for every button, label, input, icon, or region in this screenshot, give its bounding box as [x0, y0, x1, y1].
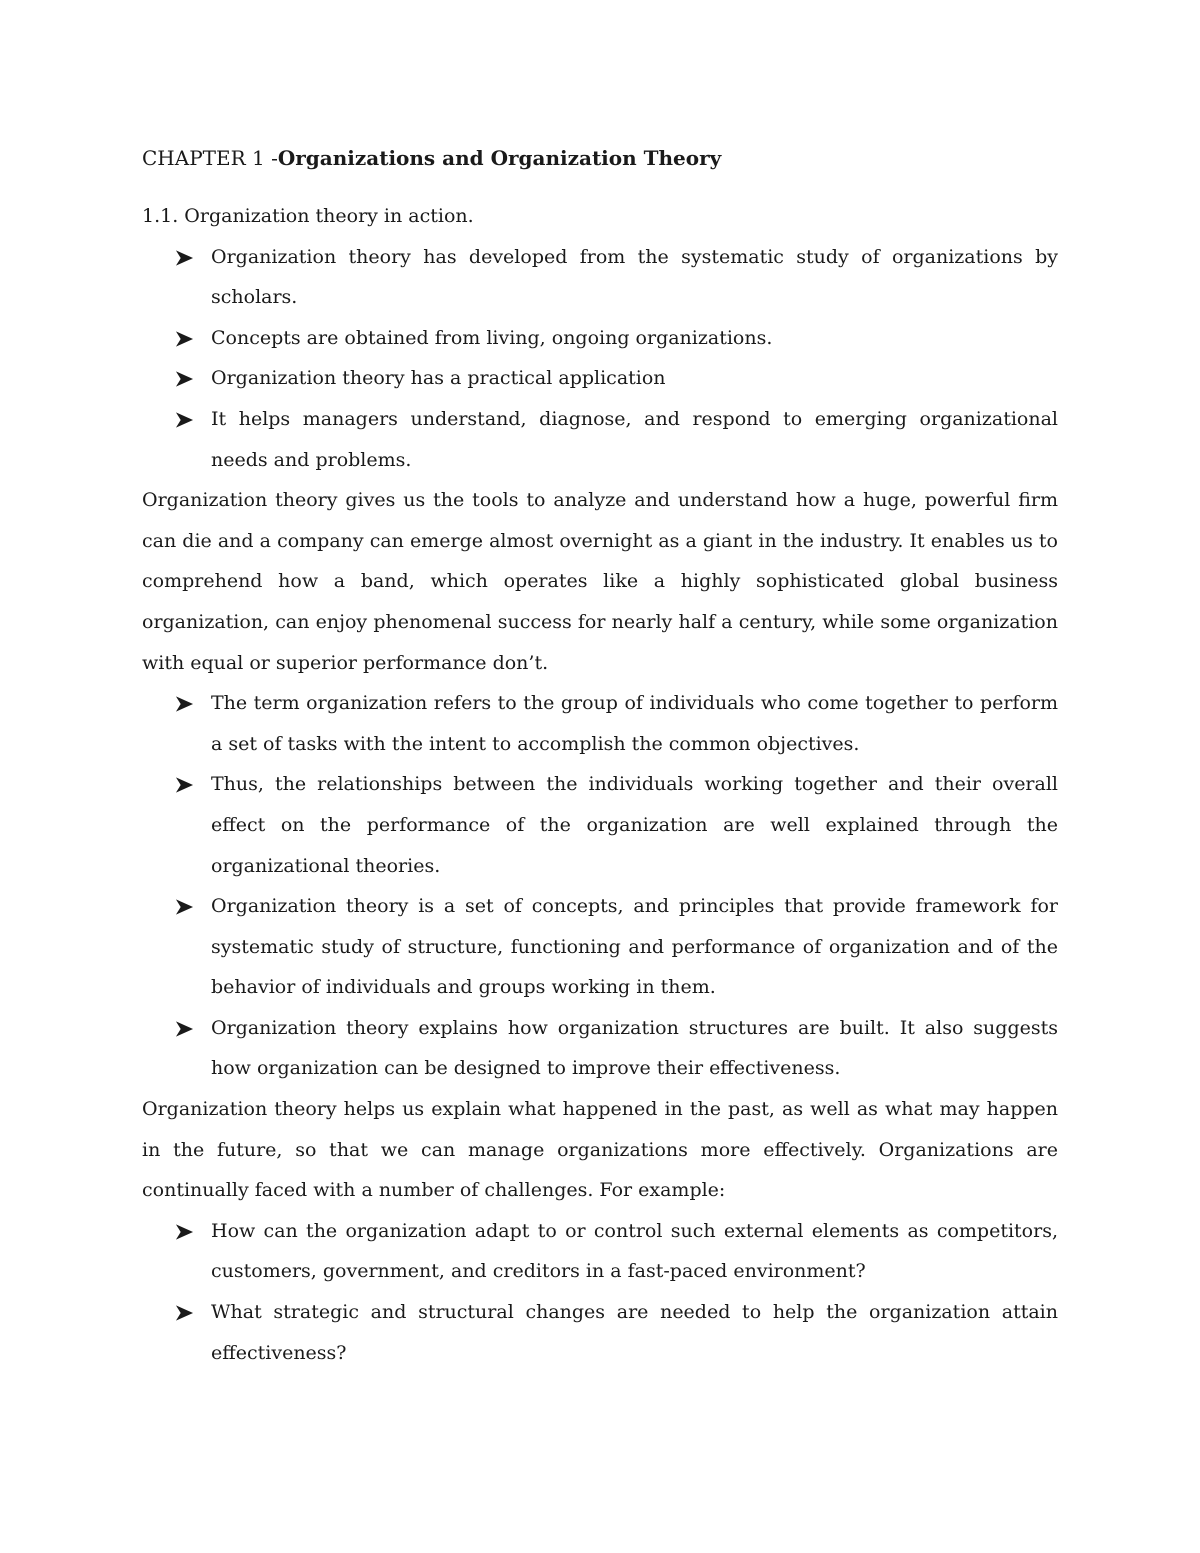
bullet-list-3 — [142, 1211, 1058, 1373]
list-item — [142, 237, 1058, 318]
arrowhead-bullet-icon — [175, 330, 194, 348]
bullet-text: Thus, the relationships between the individuals working together and their overall effect on the performance of the organization are well explained through the organizational theories. — [211, 773, 1058, 877]
bullet-list-1 — [142, 237, 1058, 481]
arrowhead-bullet-icon — [175, 370, 194, 388]
list-item — [142, 886, 1058, 1008]
bullet-text: It helps managers understand, diagnose, and respond to emerging organizational needs and problems. — [211, 407, 1058, 471]
section-heading: 1.1. Organization theory in action. — [142, 205, 474, 227]
list-item — [142, 318, 1058, 359]
bullet-text: How can the organization adapt to or control such external elements as competitors, customers, government, and creditors in a fast-paced environment? — [211, 1219, 1058, 1283]
bullet-text: Organization theory has developed from the systematic study of organizations by scholars. — [211, 245, 1058, 309]
bullet-list-2 — [142, 683, 1058, 1089]
chapter-title — [142, 138, 1058, 178]
arrowhead-bullet-icon — [175, 249, 194, 267]
document-page — [142, 138, 1058, 1373]
list-item — [142, 1292, 1058, 1373]
list-item — [142, 764, 1058, 886]
bullet-text: Organization theory has a practical application — [211, 367, 666, 390]
list-item — [142, 1211, 1058, 1292]
bullet-text: The term organization refers to the group of individuals who come together to perform a set of tasks with the intent to accomplish the common objectives. — [211, 692, 1058, 755]
arrowhead-bullet-icon — [175, 1304, 194, 1322]
bullet-text: Organization theory is a set of concepts, and principles that provide framework for systematic study of structure, functioning and performance of organization and of the behavior of individuals and groups working in them. — [211, 895, 1058, 999]
arrowhead-bullet-icon — [175, 898, 194, 916]
list-item — [142, 358, 1058, 399]
arrowhead-bullet-icon — [175, 776, 194, 794]
bullet-text: What strategic and structural changes are needed to help the organization attain effectiveness? — [211, 1301, 1058, 1364]
list-item — [142, 399, 1058, 480]
list-item — [142, 1008, 1058, 1089]
arrowhead-bullet-icon — [175, 695, 194, 713]
chapter-title-main: Organizations and Organization Theory — [277, 146, 722, 170]
arrowhead-bullet-icon — [175, 1020, 194, 1038]
chapter-title-prefix: CHAPTER 1 - — [142, 146, 278, 170]
bullet-text: Concepts are obtained from living, ongoing organizations. — [211, 326, 773, 349]
body-paragraph: Organization theory helps us explain what happened in the past, as well as what may happen in the future, so that we can manage organizations more effectively. Organizations are continually faced with a number of challenges. For example: — [142, 1098, 1058, 1202]
list-item — [142, 683, 1058, 764]
bullet-text: Organization theory explains how organization structures are built. It also suggests how organization can be designed to improve their effectiveness. — [211, 1016, 1058, 1080]
body-paragraph: Organization theory gives us the tools to analyze and understand how a huge, powerful firm can die and a company can emerge almost overnight as a giant in the industry. It enables us to comprehend how a band, which operates like a highly sophisticated global business organization, can enjoy phenomenal success for nearly half a century, while some organization with equal or superior performance don’t. — [142, 489, 1058, 674]
arrowhead-bullet-icon — [175, 411, 194, 429]
arrowhead-bullet-icon — [175, 1223, 194, 1241]
